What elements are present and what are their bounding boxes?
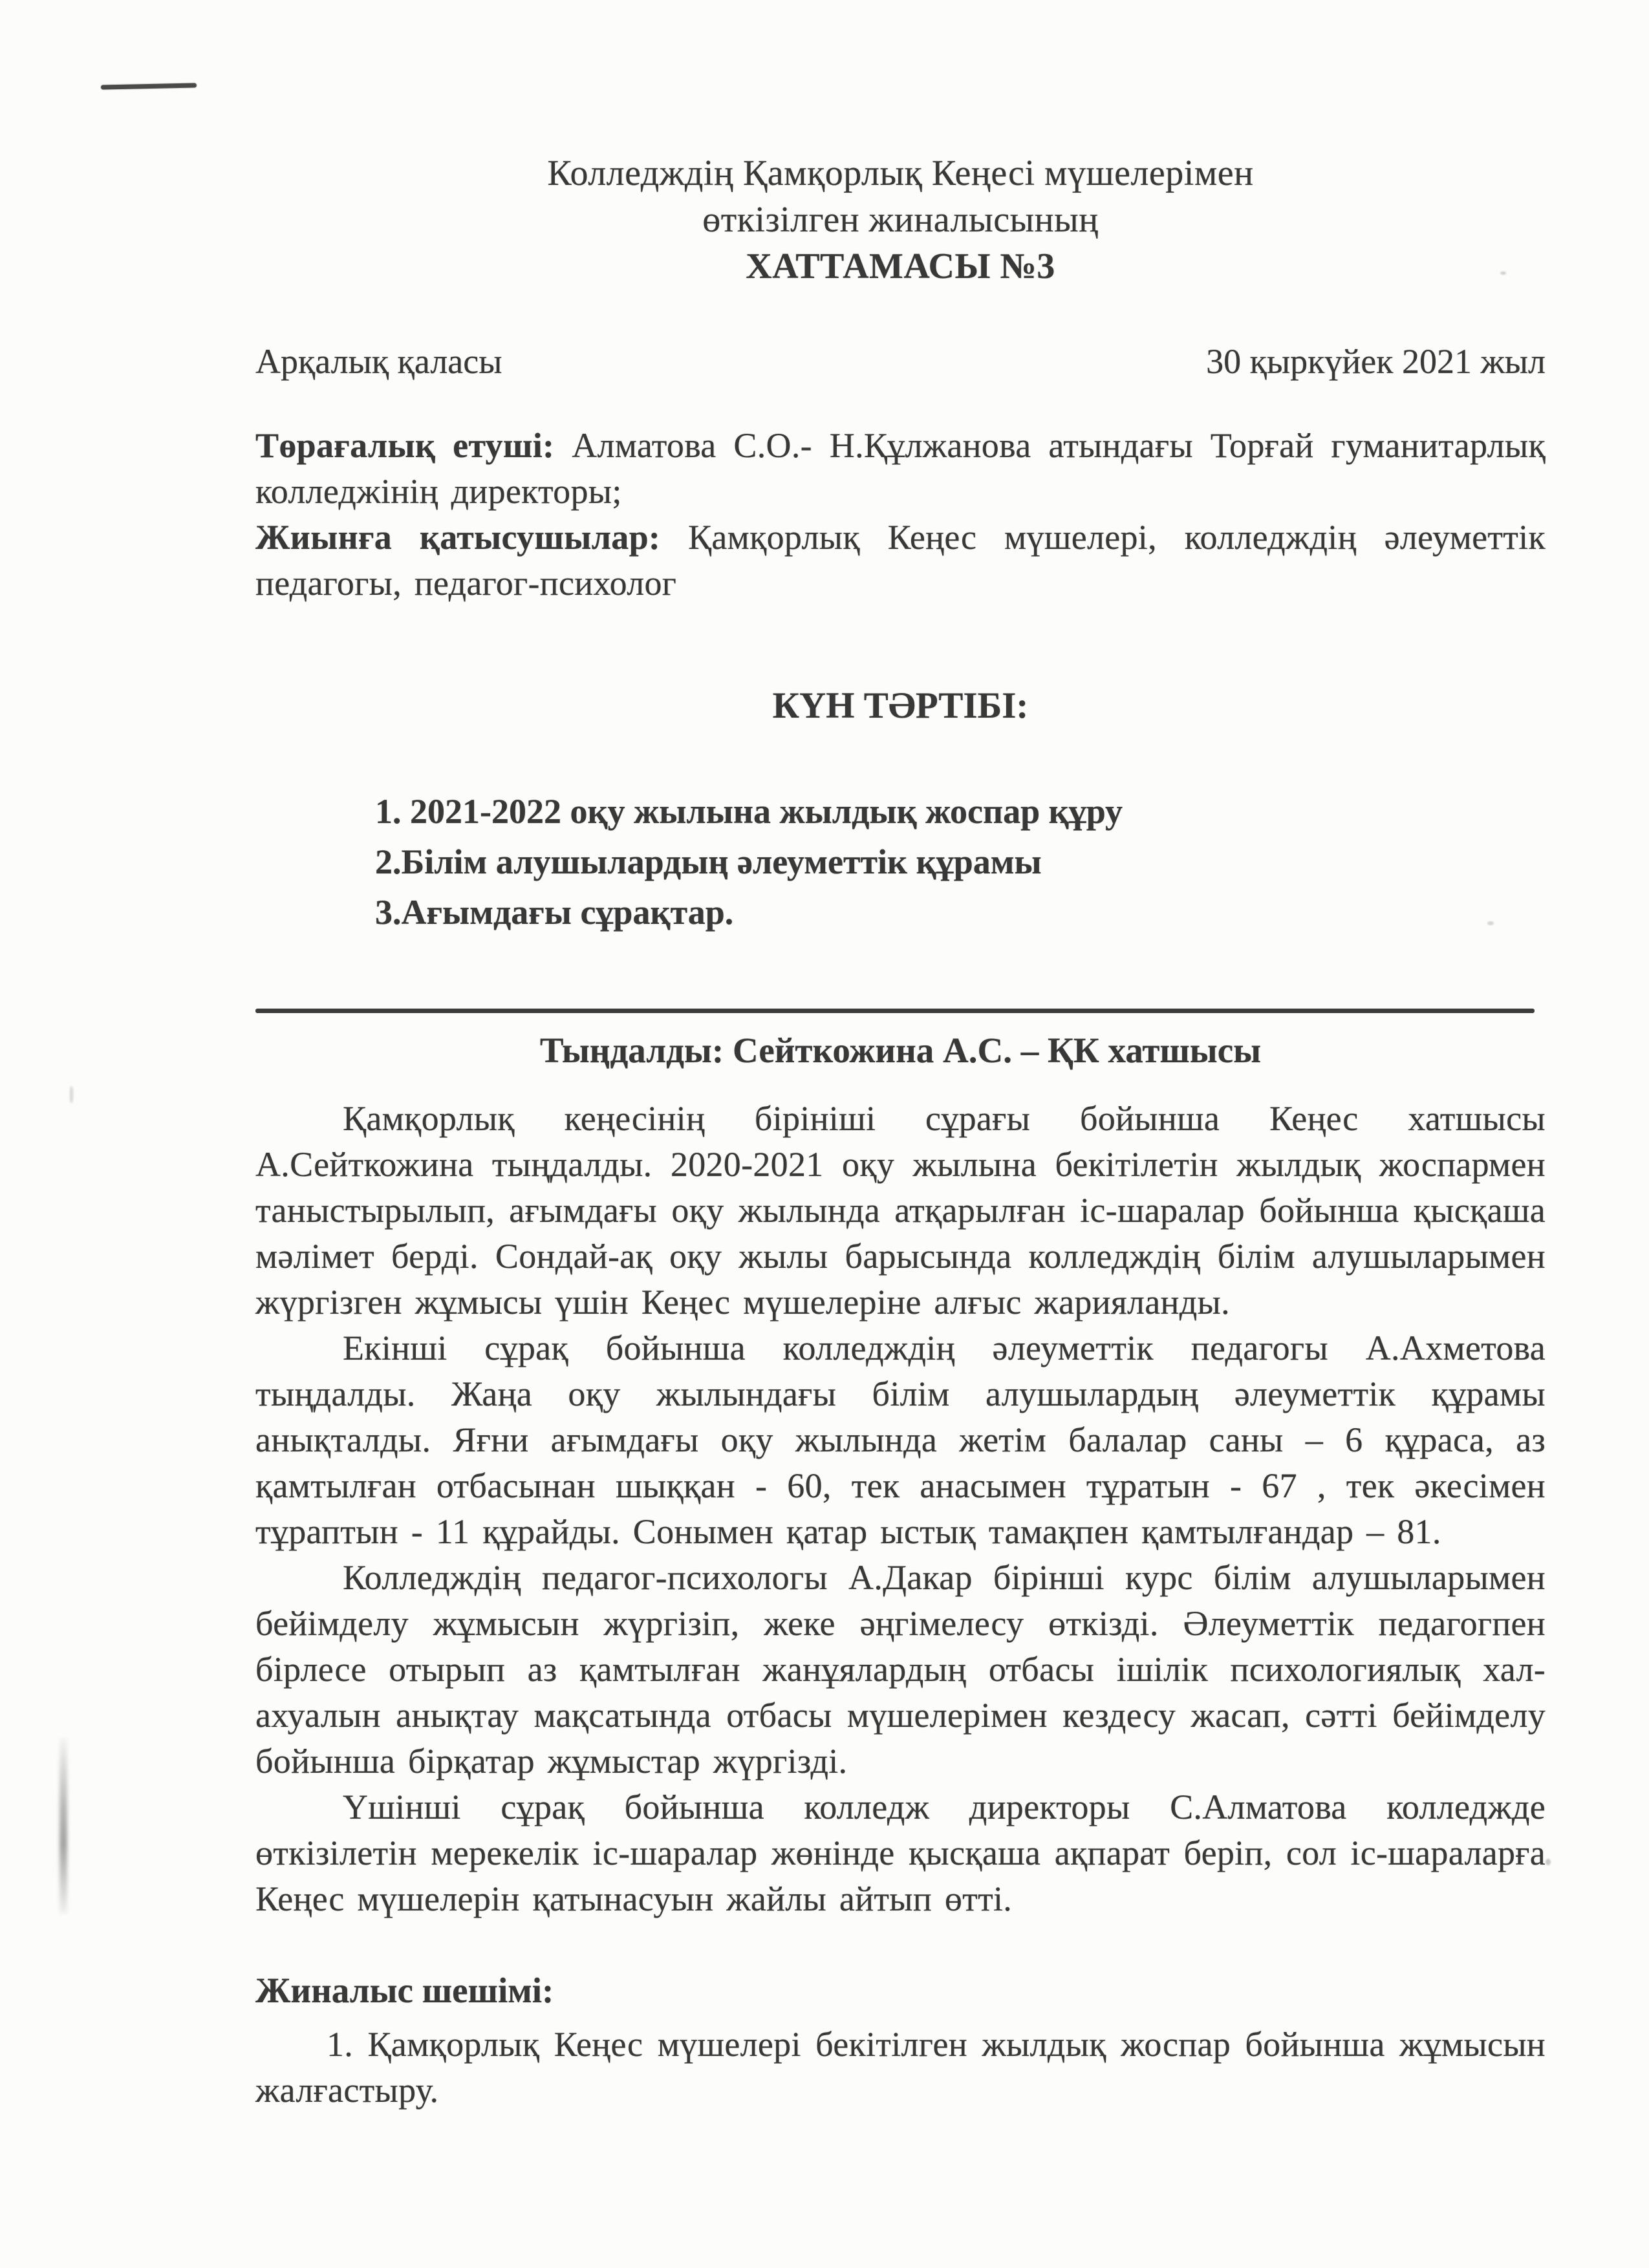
horizontal-rule: [255, 1009, 1535, 1013]
title-line-1: Колледждің Қамқорлық Кеңесі мүшелерімен: [547, 153, 1254, 193]
body-paragraphs: [255, 1096, 1546, 1922]
agenda-item-3: 3.Ағымдағы сұрақтар.: [375, 893, 734, 932]
title-line-3: ХАТТАМАСЫ №3: [746, 246, 1055, 286]
body-paragraph-4: Үшінші сұрақ бойынша колледж директоры С.Алматова колледжде өткізілетін мерекелік іс-шаралар жөнінде қысқаша ақпарат беріп, сол іс-шараларға Кеңес мүшелерін қатынасуын жайлы айтып өтті.: [255, 1788, 1546, 1918]
body-paragraph-2: Екінші сұрақ бойынша колледждің әлеуметтік педагогы А.Ахметова тыңдалды. Жаңа оқу жылындағы білім алушылардың әлеуметтік құрамы анықталды. Яғни ағымдағы оқу жылында жетім балалар саны – 6 құраса, аз қамтылған отбасынан шыққан - 60, тек анасымен тұратын - 67 , тек әкесімен тұраптын - 11 құрайды. Сонымен қатар ыстық тамақпен қамтылғандар – 81.: [255, 1329, 1546, 1551]
participants-paragraph: [255, 515, 1546, 606]
decision-heading: Жиналыс шешімі:: [255, 1971, 554, 2010]
chair-text: Алматова С.О.- Н.Құлжанова атындағы Торғай гуманитарлық колледжінің директоры;: [255, 426, 1546, 511]
chair-label: Төрағалық етуші:: [255, 426, 555, 465]
document-title: [255, 150, 1546, 290]
scan-speck: [70, 1086, 73, 1103]
date-label: 30 қыркүйек 2021 жыл: [1206, 342, 1546, 381]
scan-mark-streak: [59, 1738, 67, 1914]
participants-text: Қамқорлық Кеңес мүшелері, колледждің әлеуметтік педагогы, педагог-психолог: [255, 518, 1546, 603]
participants-label: Жиынға қатысушылар:: [255, 518, 661, 557]
participants-block: [255, 423, 1546, 606]
document-content: [255, 0, 1546, 2113]
scan-mark-dash: [101, 83, 197, 89]
title-line-2: өткізілген жиналысының: [702, 200, 1099, 240]
body-paragraph-1: Қамқорлық кеңесінің бірініші сұрағы бойынша Кеңес хатшысы А.Сейткожина тыңдалды. 2020-2021 оқу жылына бекітілетін жылдық жоспармен таныстырылып, ағымдағы оқу жылында атқарылған іс-шаралар бойынша қысқаша мәлімет берді. Сондай-ақ оқу жылы барысында колледждің білім алушыларымен жүргізген жұмысы үшін Кеңес мүшелеріне алғыс жарияланды.: [255, 1099, 1546, 1321]
scan-speck: [1546, 1859, 1551, 1865]
agenda-item-1: 1. 2021-2022 оқу жылына жылдық жоспар құру: [375, 792, 1123, 831]
meta-row: [255, 339, 1546, 384]
body-paragraph-3: Колледждің педагог-психологы А.Дакар бірінші курс білім алушыларымен бейімделу жұмысын жүргізіп, жеке әңгімелесу өткізді. Әлеуметтік педагогпен бірлесе отырып аз қамтылған жанұялардың отбасы ішілік психологиялық хал-ахуалын анықтау мақсатында отбасы мүшелерімен кездесу жасап, сәтті бейімделу бойынша бірқатар жұмыстар жүргізді.: [255, 1558, 1546, 1781]
decision-item-1: 1. Қамқорлық Кеңес мүшелері бекітілген жылдық жоспар бойынша жұмысын жалғастыру.: [255, 2025, 1546, 2110]
heard-heading: Тыңдалды: Сейткожина А.С. – ҚК хатшысы: [539, 1031, 1262, 1070]
agenda-item-2: 2.Білім алушылардың әлеуметтік құрамы: [375, 842, 1042, 881]
agenda-list: [255, 786, 1546, 937]
chair-paragraph: [255, 423, 1546, 515]
agenda-heading: КҮН ТӘРТІБІ:: [772, 685, 1029, 726]
city-label: Арқалық қаласы: [255, 342, 502, 381]
